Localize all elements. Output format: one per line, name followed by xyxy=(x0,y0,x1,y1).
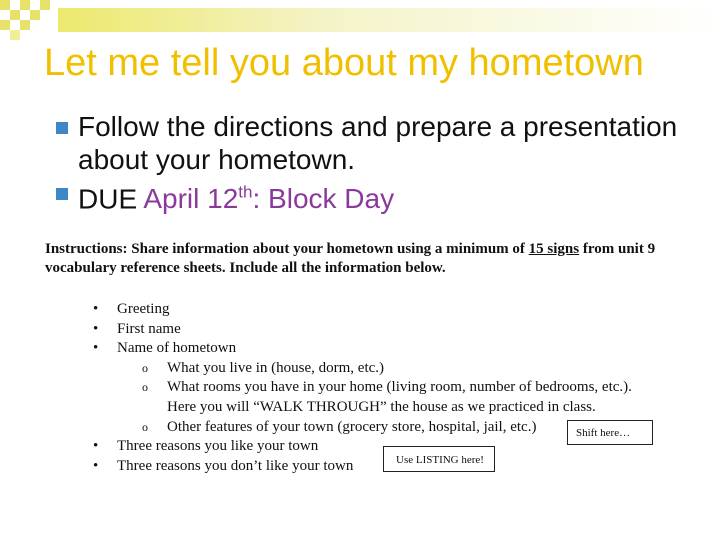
due-date xyxy=(143,183,394,214)
instructions-part1: Instructions: Share information about your hometown using a minimum of xyxy=(45,241,529,257)
bullet-directions xyxy=(50,110,690,176)
requirements-list xyxy=(45,300,632,476)
square-bullet-icon xyxy=(56,188,68,200)
list-item-text: What you live in (house, dorm, etc.) xyxy=(167,359,385,376)
list-item xyxy=(45,457,632,477)
sub-bullet-icon: o xyxy=(142,419,148,434)
list-item-text: Here you will “WALK THROUGH” the house as we practiced in class. xyxy=(167,398,596,415)
list-item xyxy=(45,320,632,340)
slide-title: Let me tell you about my hometown xyxy=(44,42,644,84)
bullet-dot-icon: • xyxy=(93,320,99,337)
instructions-underlined: 15 signs xyxy=(528,241,580,257)
list-item xyxy=(45,418,632,438)
sub-bullet-icon: o xyxy=(142,380,148,395)
bullet-dot-icon: • xyxy=(93,301,99,317)
list-item-text: Three reasons you like your town xyxy=(117,438,319,455)
list-item-text: Name of hometown xyxy=(117,340,237,357)
list-item-text: Greeting xyxy=(117,301,170,317)
list-item xyxy=(45,359,632,379)
instructions-text xyxy=(45,240,685,278)
bullet-due-date xyxy=(50,176,690,215)
list-item-text: What rooms you have in your home (living room, number of bedrooms, etc.). xyxy=(167,379,632,396)
sub-bullet-icon: o xyxy=(142,360,148,375)
bullet-dot-icon: • xyxy=(93,438,99,455)
list-item xyxy=(45,339,632,359)
bullet-dot-icon: • xyxy=(93,340,99,357)
due-date-rest: : Block Day xyxy=(252,183,395,215)
due-date-main: April 12 xyxy=(143,183,239,215)
decorative-checker-pattern xyxy=(0,0,60,40)
list-item-text: Three reasons you don’t like your town xyxy=(117,457,354,474)
bullet-text: Follow the directions and prepare a presentation about your hometown. xyxy=(78,111,678,175)
due-date-suffix: th xyxy=(238,183,253,202)
list-item xyxy=(45,398,632,418)
list-item xyxy=(45,437,632,457)
shift-here-note: Shift here… xyxy=(567,420,653,445)
bullet-dot-icon: • xyxy=(93,457,99,474)
instructions-part2: from unit 9 vocabulary reference sheets. Include all the information below. xyxy=(45,241,656,276)
square-bullet-icon xyxy=(56,122,68,134)
decorative-title-bar xyxy=(58,8,720,32)
list-item-text: Other features of your town (grocery store, hospital, jail, etc.) xyxy=(167,418,537,435)
list-item-text: First name xyxy=(117,320,181,337)
list-item xyxy=(45,378,632,398)
use-listing-note: Use LISTING here! xyxy=(383,446,495,472)
due-label: DUE xyxy=(78,183,144,215)
list-item xyxy=(45,300,632,320)
slide-bullets xyxy=(50,110,690,215)
